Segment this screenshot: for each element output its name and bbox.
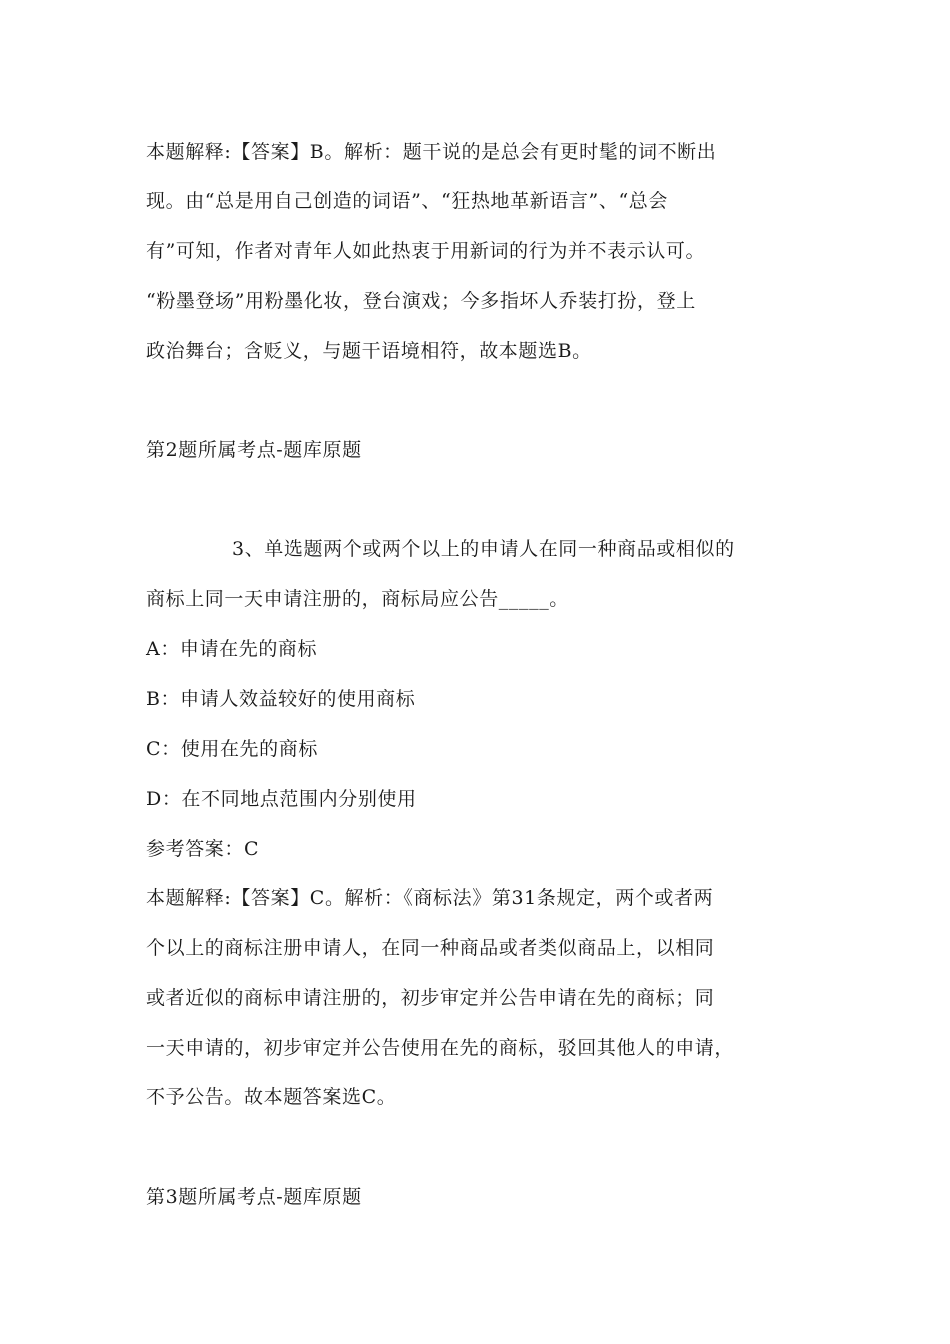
topic-note: 第2题所属考点-题库原题 (146, 439, 362, 461)
explanation-line: 一天申请的，初步审定并公告使用在先的商标，驳回其他人的申请， (146, 1037, 735, 1059)
reference-answer: 参考答案：C (146, 838, 260, 860)
explanation-line: 政治舞台；含贬义，与题干语境相符，故本题选B。 (146, 340, 592, 362)
option-b: B：申请人效益较好的使用商标 (146, 688, 416, 710)
explanation-line: 本题解释:【答案】C。解析：《商标法》第31条规定，两个或者两 (146, 887, 714, 909)
explanation-line: 现。由“总是用自己创造的词语”、“狂热地革新语言”、“总会 (146, 190, 668, 212)
topic-note: 第3题所属考点-题库原题 (146, 1186, 362, 1208)
explanation-line: “粉墨登场”用粉墨化妆，登台演戏；今多指坏人乔装打扮，登上 (146, 290, 696, 312)
explanation-line: 不予公告。故本题答案选C。 (146, 1086, 397, 1108)
explanation-line: 本题解释:【答案】B。解析：题干说的是总会有更时髦的词不断出 (146, 141, 717, 163)
question-stem: 商标上同一天申请注册的，商标局应公告_____。 (146, 588, 569, 610)
explanation-line: 或者近似的商标申请注册的，初步审定并公告申请在先的商标；同 (146, 987, 715, 1009)
option-c: C：使用在先的商标 (146, 738, 318, 760)
option-a: A：申请在先的商标 (146, 638, 318, 660)
question-stem: 3、单选题两个或两个以上的申请人在同一种商品或相似的 (232, 538, 735, 560)
option-d: D：在不同地点范围内分别使用 (146, 788, 417, 810)
explanation-line: 有”可知，作者对青年人如此热衷于用新词的行为并不表示认可。 (146, 240, 706, 262)
explanation-line: 个以上的商标注册申请人，在同一种商品或者类似商品上，以相同 (146, 937, 715, 959)
